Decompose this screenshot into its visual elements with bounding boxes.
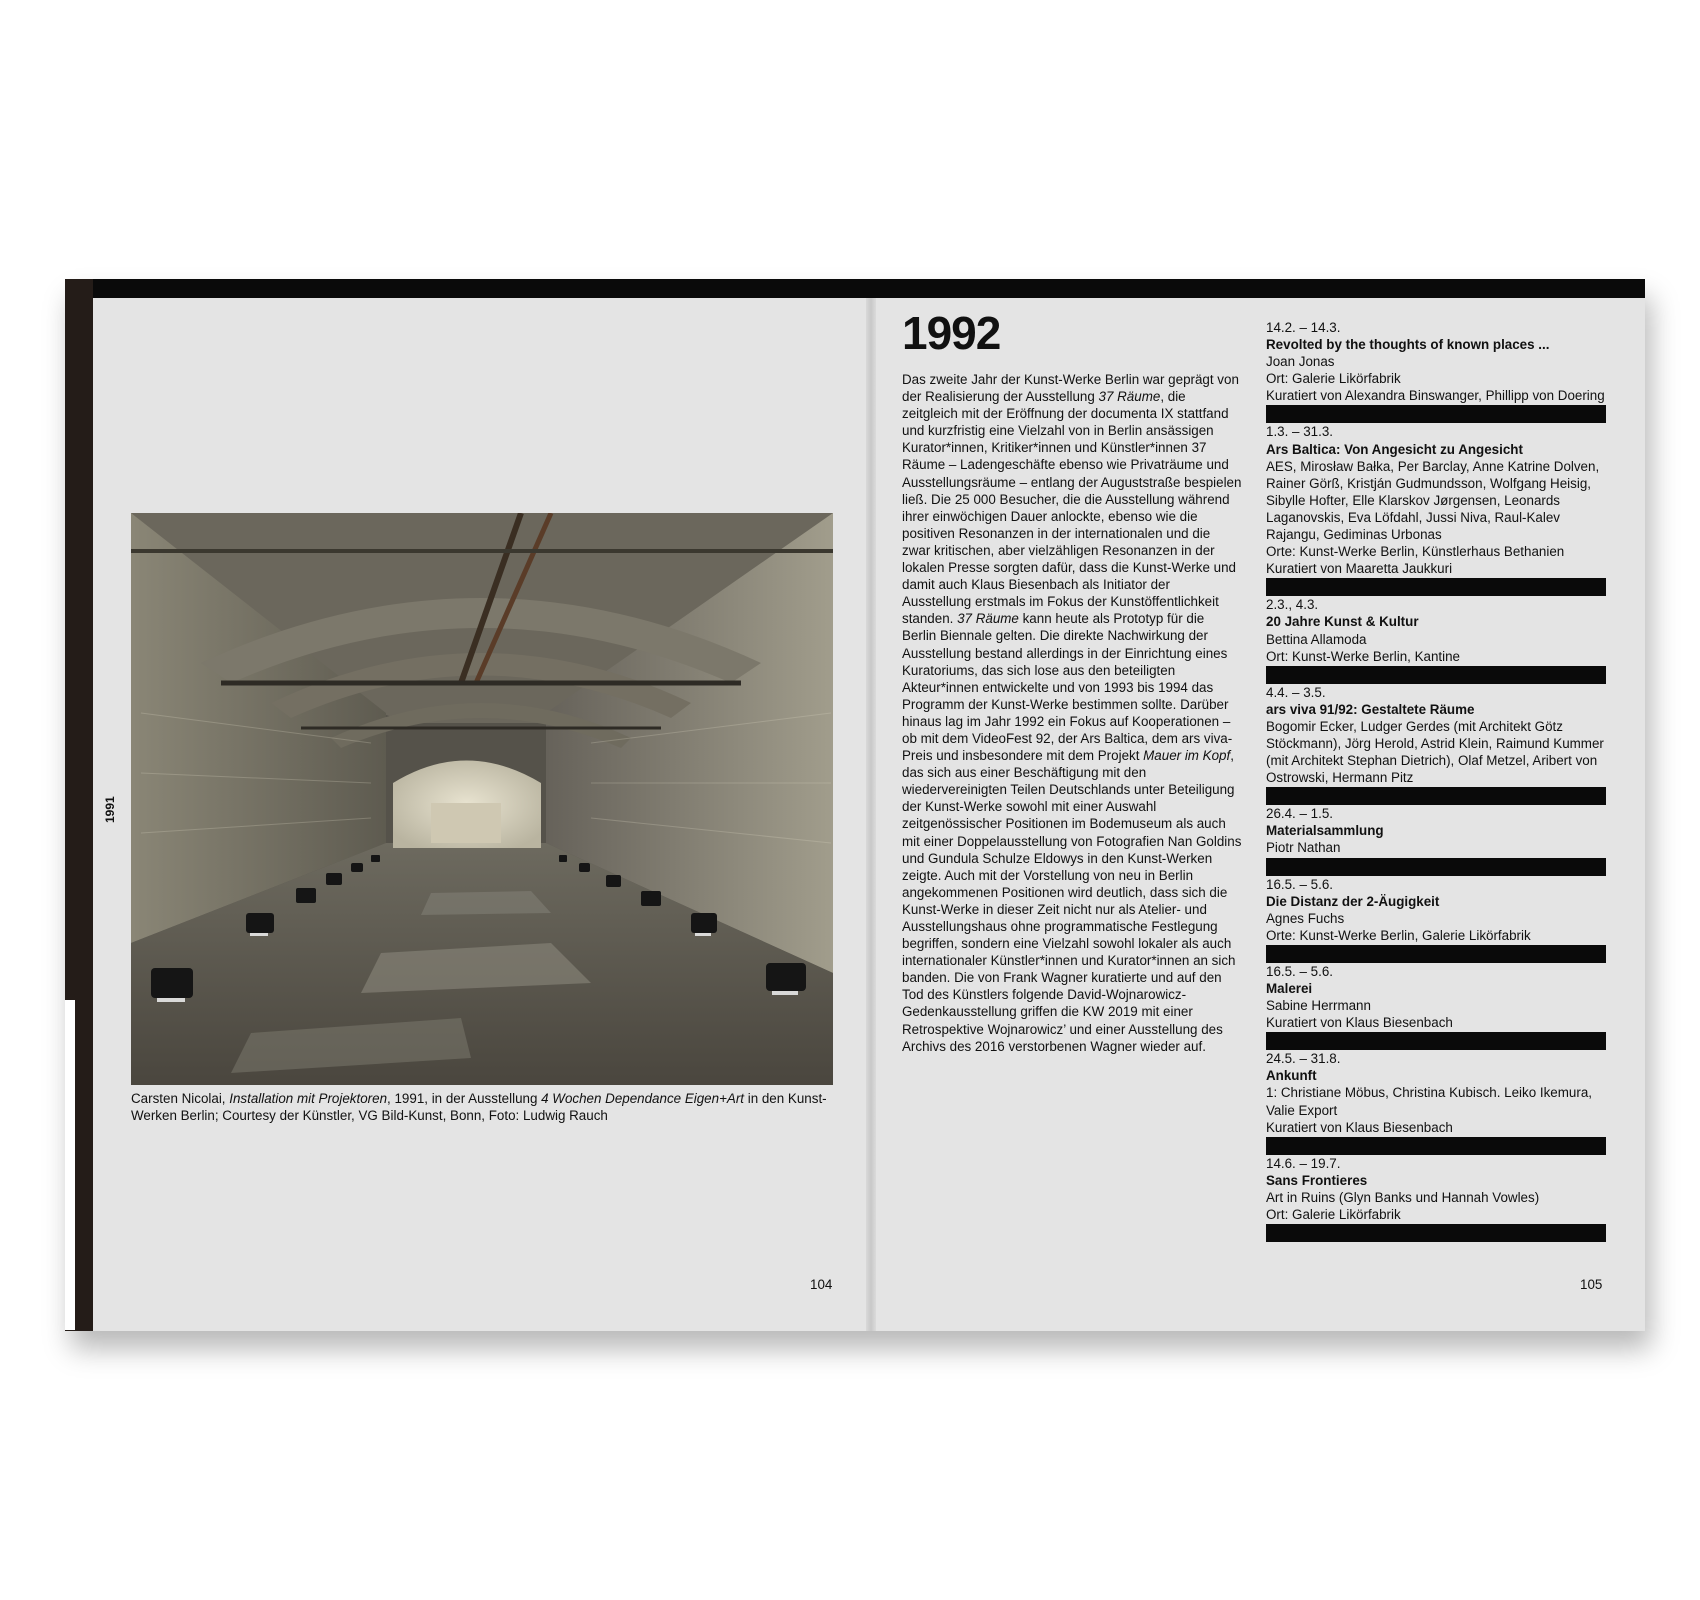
event-detail: Bogomir Ecker, Ludger Gerdes (mit Architekt Götz Stöckmann), Jörg Herold, Astrid Klein, Raimund Kummer (mit Architekt Stephan Dietrich), Olaf Metzel, Aribert von Ostrowski, Hermann Pitz — [1266, 718, 1604, 786]
event-entry — [1266, 876, 1606, 963]
event-separator-bar — [1266, 578, 1606, 596]
event-date: 16.5. – 5.6. — [1266, 963, 1334, 979]
event-title: Revolted by the thoughts of known places ... — [1266, 337, 1550, 353]
caption-end: in den Kunst-Werken Berlin; Courtesy der Künstler, VG Bild-Kunst, Bonn, Foto: Ludwig Rauch — [131, 1091, 827, 1123]
top-black-bar — [93, 279, 1645, 298]
event-title: Materialsammlung — [1266, 823, 1384, 839]
event-separator-bar — [1266, 1137, 1606, 1155]
event-separator-bar — [1266, 666, 1606, 684]
event-detail: Kuratiert von Klaus Biesenbach — [1266, 1119, 1453, 1135]
event-detail: Bettina Allamoda — [1266, 631, 1367, 647]
body-part-3: kann heute als Prototyp für die Berlin Biennale gelten. Die direkte Nachwirkung der Ausstellung bestand allerdings in der Einrichtung eines Kuratoriums, das sich lose aus den beteiligten Akteur*innen entwickelte und von 1993 bis 1994 das Programm der Kunst-Werke bestimmen sollte. Darüber hinaus lag im Jahr 1992 ein Fokus auf Kooperationen – ob mit dem VideoFest 92, der Ars Baltica, dem ars viva-Preis und insbesondere mit dem Projekt — [902, 611, 1233, 764]
event-title: Sans Frontieres — [1266, 1172, 1368, 1188]
body-italic-3: Mauer im Kopf — [1143, 748, 1231, 764]
event-detail: AES, Mirosław Bałka, Per Barclay, Anne Katrine Dolven, Rainer Görß, Kristján Gudmundsson, Wolfgang Heisig, Sibylle Hofter, Elle Klarskov Jørgensen, Leonards Laganovskis, Eva Löfdahl, Jussi Niva, Raul-Kalev Rajangu, Gediminas Urbonas — [1266, 458, 1600, 543]
body-text — [902, 371, 1242, 1055]
event-entry — [1266, 423, 1606, 596]
event-title: 20 Jahre Kunst & Kultur — [1266, 614, 1419, 630]
event-entry — [1266, 805, 1606, 875]
event-entry — [1266, 684, 1606, 806]
caption-work-title: Installation mit Projektoren — [229, 1091, 388, 1106]
event-title: Malerei — [1266, 981, 1313, 996]
event-detail: Orte: Kunst-Werke Berlin, Galerie Likörfabrik — [1266, 927, 1531, 943]
event-detail: Joan Jonas — [1266, 354, 1335, 370]
event-title: Ankunft — [1266, 1068, 1317, 1084]
event-title: Die Distanz der 2-Äugigkeit — [1266, 893, 1440, 909]
event-detail: Ort: Galerie Likörfabrik — [1266, 371, 1401, 387]
body-part-1: Das zweite Jahr der Kunst-Werke Berlin war geprägt von der Realisierung der Ausstellung — [902, 372, 1239, 405]
event-entry — [1266, 596, 1606, 683]
event-detail: Ort: Kunst-Werke Berlin, Kantine — [1266, 648, 1460, 664]
caption-exhibition: 4 Wochen Dependance Eigen+Art — [541, 1091, 744, 1106]
event-entry — [1266, 319, 1606, 423]
event-detail: Sabine Herrmann — [1266, 998, 1371, 1014]
event-separator-bar — [1266, 787, 1606, 805]
event-date: 14.6. – 19.7. — [1266, 1155, 1341, 1171]
event-detail: Kuratiert von Alexandra Binswanger, Phillipp von Doering — [1266, 388, 1605, 404]
caption-artist: Carsten Nicolai, — [131, 1091, 230, 1106]
body-part-4: , das sich aus einer Beschäftigung mit den wiedervereinigten Teilen Deutschlands unter Beteiligung der Kunst-Werke sowohl mit einer Auswahl zeitgenössischer Positionen im Bodemuseum als auch mit einer Doppelausstellung von Fotografien Nan Goldins und Gundula Schulze Eldowys in den Kunst-Werken zeigte. Auch mit der Vorstellung von neu in Berlin angekommenen Positionen wird deutlich, dass sich die Kunst-Werke in dieser Zeit nicht nur als Atelier- und Ausstellungshaus ohne programmatische Festlegung begriffen, sondern eine Vielzahl sowohl lokaler als auch internationaler Künstler*innen und Kurator*innen an sich banden. Die von Frank Wagner kuratierte und auf den Tod des Künstlers folgende David-Wojnarowicz-Gedenkausstellung griffen die KW 2019 mit einer Retrospektive Wojnarowicz’ und einer Ausstellung des Archivs des 2016 verstorbenen Wagner wieder auf. — [902, 748, 1242, 1054]
body-italic-1: 37 Räume — [1098, 389, 1161, 405]
event-date: 4.4. – 3.5. — [1266, 684, 1326, 700]
events-list — [1266, 319, 1606, 1242]
event-separator-bar — [1266, 1224, 1606, 1242]
event-title: ars viva 91/92: Gestaltete Räume — [1266, 701, 1475, 717]
event-separator-bar — [1266, 858, 1606, 876]
event-date: 14.2. – 14.3. — [1266, 320, 1341, 335]
photo-caption — [131, 1090, 831, 1124]
body-italic-2: 37 Räume — [957, 611, 1019, 627]
event-date: 2.3., 4.3. — [1266, 597, 1319, 613]
event-entry — [1266, 1155, 1606, 1242]
event-detail: Piotr Nathan — [1266, 840, 1341, 856]
event-detail: 1: Christiane Möbus, Christina Kubisch. Leiko Ikemura, Valie Export — [1266, 1085, 1592, 1118]
year-heading: 1992 — [902, 307, 1001, 359]
event-date: 1.3. – 31.3. — [1266, 424, 1334, 440]
event-date: 16.5. – 5.6. — [1266, 876, 1334, 892]
spine-cutout — [65, 1000, 75, 1330]
page-gutter — [866, 298, 876, 1331]
event-date: 24.5. – 31.8. — [1266, 1051, 1341, 1067]
event-title: Ars Baltica: Von Angesicht zu Angesicht — [1266, 441, 1523, 457]
event-detail: Ort: Galerie Likörfabrik — [1266, 1207, 1401, 1223]
event-separator-bar — [1266, 405, 1606, 423]
event-entry — [1266, 963, 1606, 1050]
event-detail: Kuratiert von Klaus Biesenbach — [1266, 1015, 1453, 1031]
event-separator-bar — [1266, 1032, 1606, 1050]
event-detail: Orte: Kunst-Werke Berlin, Künstlerhaus Bethanien — [1266, 544, 1565, 560]
event-separator-bar — [1266, 945, 1606, 963]
page-number-left: 104 — [810, 1277, 833, 1292]
body-part-2: , die zeitgleich mit der Eröffnung der documenta IX stattfand und kurzfristig eine Vielzahl von in Berlin ansässigen Kurator*innen, Kritiker*innen und Künstler*innen 37 Räume – Ladengeschäfte ebenso wie Privaträume und Ausstellungsräume – entlang der Auguststraße bespielen ließ. Die 25 000 Besucher, die die Ausstellung während ihrer einwöchigen Dauer anlockte, ebenso wie die positiven Resonanzen in der internationalen und die zwar kritischen, aber vielzähligen Resonanzen in der lokalen Presse sorgten dafür, dass die Kunst-Werke und damit auch Klaus Biesenbach als Initiator der Ausstellung erstmals im Fokus der Kunstöffentlichkeit standen. — [902, 389, 1242, 627]
exhibition-photo — [131, 513, 833, 1085]
caption-middle: , 1991, in der Ausstellung — [387, 1091, 542, 1106]
running-head-year: 1991 — [103, 796, 117, 823]
event-detail: Agnes Fuchs — [1266, 910, 1345, 926]
event-entry — [1266, 1050, 1606, 1154]
event-date: 26.4. – 1.5. — [1266, 806, 1334, 822]
page-number-right: 105 — [1580, 1277, 1603, 1292]
event-detail: Kuratiert von Maaretta Jaukkuri — [1266, 561, 1453, 577]
event-detail: Art in Ruins (Glyn Banks und Hannah Vowles) — [1266, 1189, 1540, 1205]
